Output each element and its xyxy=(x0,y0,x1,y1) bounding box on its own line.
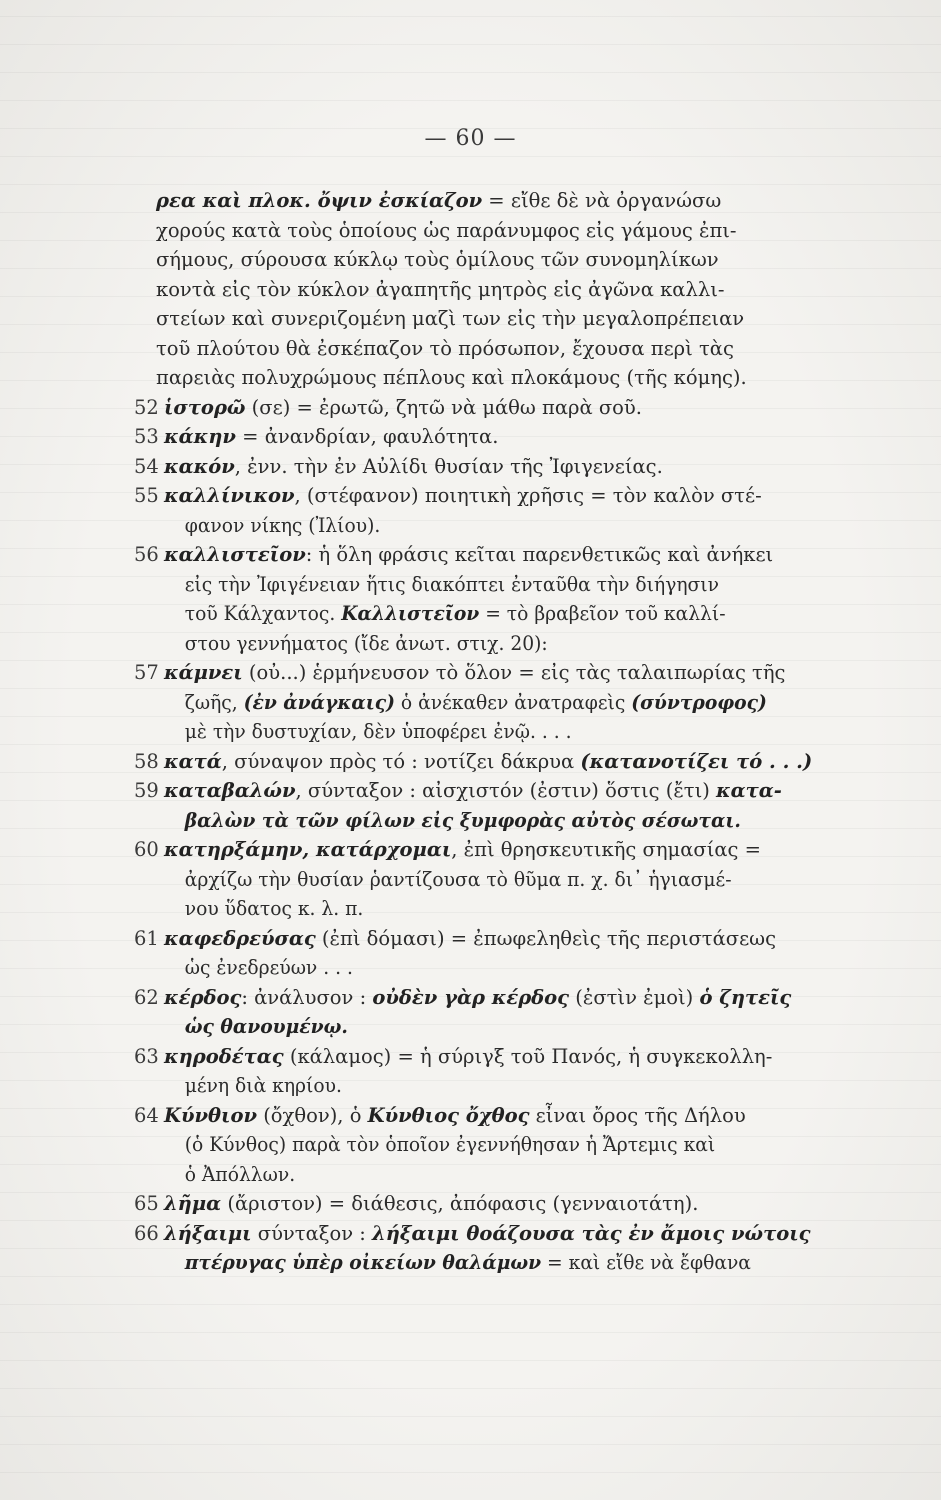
entry-line-56 xyxy=(134,540,872,570)
entry-line-66 xyxy=(134,1219,872,1249)
lemma-text: ὡς θανουμένῳ. xyxy=(184,1015,348,1038)
gloss-text: φανον νίκης (Ἰλίου). xyxy=(184,513,381,537)
gloss-text: τοῦ πλούτου θὰ ἐσκέπαζον τὸ πρόσωπον, ἔχουσα περὶ τὰς xyxy=(156,336,734,360)
lemma-text: ρεα καὶ πλοκ. xyxy=(156,189,318,212)
text-line xyxy=(156,894,842,924)
text-line xyxy=(156,688,842,718)
gloss-text: μὲ τὴν δυστυχίαν, δὲν ὑποφέρει ἐνῷ. . . . xyxy=(184,720,572,743)
gloss-text: ὁ ἀνέκαθεν ἀνατραφεὶς xyxy=(394,690,632,714)
text-line xyxy=(156,363,872,393)
text-line xyxy=(156,216,872,246)
entry-line-65 xyxy=(134,1189,872,1219)
entry-line-60 xyxy=(134,835,872,865)
lemma-text: Κύνθιος ὄχθος xyxy=(367,1103,530,1127)
gloss-text: στου γεννήματος (ἴδε ἀνωτ. στιχ. 20): xyxy=(184,631,548,655)
entry-line-54 xyxy=(134,452,872,482)
gloss-text: στείων καὶ συνεριζομένη μαζὶ των εἰς τὴν μεγαλοπρέπειαν xyxy=(156,307,745,330)
text-line xyxy=(156,865,842,895)
lemma-text: λῆμα xyxy=(164,1192,222,1215)
gloss-text: σήμους, σύρουσα κύκλῳ τοὺς ὁμίλους τῶν συνομηλίκων xyxy=(156,248,719,271)
gloss-text: , ἐπὶ θρησκευτικῆς σημασίας = xyxy=(451,838,761,861)
entry-line-55 xyxy=(134,481,872,511)
lemma-text: κατά xyxy=(164,749,222,773)
entry-number: 62 xyxy=(134,985,159,1009)
gloss-text: : ἀνάλυσον : xyxy=(241,985,373,1009)
text-line xyxy=(156,1248,842,1278)
lemma-text: (κατανοτίζει τό . . .) xyxy=(580,749,813,773)
entry-line-59 xyxy=(134,776,872,806)
gloss-text: ὡς ἐνεδρεύων . . . xyxy=(184,956,353,979)
entry-number: 65 xyxy=(134,1192,159,1215)
text-line xyxy=(156,511,842,541)
gloss-text: εἶναι ὄρος τῆς Δήλου xyxy=(529,1103,746,1127)
entry-number: 64 xyxy=(134,1103,159,1127)
entry-number: 66 xyxy=(134,1221,159,1245)
lemma-text: κατα- xyxy=(716,779,782,802)
gloss-text: σύνταξον : xyxy=(251,1221,373,1245)
page-number: — 60 — xyxy=(424,126,517,151)
entry-number: 61 xyxy=(134,926,159,950)
gloss-text: νου ὕδατος κ. λ. π. xyxy=(184,897,364,920)
gloss-text: , ἐνν. τὴν ἐν Αὐλίδι θυσίαν τῆς Ἰφιγενείας. xyxy=(234,454,663,478)
text-line xyxy=(156,275,872,305)
gloss-text: = τὸ βραβεῖον τοῦ καλλί- xyxy=(479,602,726,625)
entry-number: 58 xyxy=(134,749,159,773)
lemma-text: βαλὼν τὰ τῶν φίλων εἰς ξυμφορὰς αὐτὸς σέσωται. xyxy=(184,808,741,832)
gloss-text: (ἐστὶν ἐμοὶ) xyxy=(569,985,700,1009)
text-line xyxy=(156,599,842,629)
text-line xyxy=(156,1012,842,1042)
lemma-text: Καλλιστεῖον xyxy=(341,602,480,625)
gloss-text: : ἡ ὅλη φράσις κεῖται παρενθετικῶς καὶ ἀνήκει xyxy=(305,543,774,566)
entry-line-64 xyxy=(134,1101,872,1131)
lemma-text: (σύντροφος) xyxy=(631,690,767,714)
lemma-text: κηροδέτας xyxy=(164,1044,284,1068)
gloss-text: , (στέφανον) ποιητικὴ χρῆσις = τὸν καλὸν στέ- xyxy=(294,484,762,507)
lemma-text: καλλίνικον xyxy=(164,484,295,507)
gloss-text: (ὁ Κύνθος) παρὰ τὸν ὁποῖον ἐγεννήθησαν ἡ Ἄρτεμις καὶ xyxy=(184,1133,716,1156)
gloss-text: ζωῆς, xyxy=(184,690,244,714)
lemma-text: καφεδρεύσας xyxy=(164,926,316,950)
lemma-text: κακόν xyxy=(164,454,235,478)
glossary-text xyxy=(134,186,872,1278)
gloss-text: = καὶ εἴθε νὰ ἔφθανα xyxy=(541,1251,751,1274)
gloss-text: ἀρχίζω τὴν θυσίαν ῥαντίζουσα τὸ θῦμα π. χ. δι᾽ ἡγιασμέ- xyxy=(184,867,732,891)
text-line xyxy=(156,245,872,275)
entry-number: 54 xyxy=(134,454,159,478)
entry-number: 57 xyxy=(134,661,159,684)
lemma-text: πτέρυγας ὑπὲρ οἰκείων θαλάμων xyxy=(184,1251,542,1274)
lemma-text: (ἐν ἀνάγκαις) xyxy=(243,690,395,714)
entry-line-58 xyxy=(134,747,872,777)
lemma-text: ὁ ζητεῖς xyxy=(699,985,792,1009)
gloss-text: ὁ Ἀπόλλων. xyxy=(184,1162,296,1186)
entry-number: 63 xyxy=(134,1044,159,1068)
entry-number: 53 xyxy=(134,425,159,448)
lemma-text: οὐδὲν γὰρ κέρδος xyxy=(372,985,570,1009)
text-line xyxy=(156,806,842,836)
gloss-text: τοῦ Κάλχαντος. xyxy=(184,602,342,625)
entry-line-53 xyxy=(134,422,872,452)
lemma-text: ἱστορῶ xyxy=(164,395,246,419)
text-line xyxy=(156,1071,842,1101)
entry-number: 60 xyxy=(134,838,159,861)
lemma-text: κατηρξάμην, κατάρχομαι xyxy=(164,838,452,861)
entry-line-63 xyxy=(134,1042,872,1072)
gloss-text: (κάλαμος) = ἡ σύριγξ τοῦ Πανός, ἡ συγκεκολλη- xyxy=(283,1044,773,1068)
text-line xyxy=(156,334,872,364)
text-line xyxy=(156,717,842,747)
lemma-text: λήξαιμι xyxy=(164,1221,252,1245)
entry-number: 55 xyxy=(134,484,159,507)
gloss-text: (σε) = ἐρωτῶ, ζητῶ νὰ μάθω παρὰ σοῦ. xyxy=(245,395,642,419)
lemma-text: ὄψιν ἐσκίαζον xyxy=(317,189,483,212)
gloss-text: παρειὰς πολυχρώμους πέπλους καὶ πλοκάμους (τῆς κόμης). xyxy=(156,366,747,389)
gloss-text: μένη διὰ κηρίου. xyxy=(184,1074,342,1097)
entry-line-61 xyxy=(134,924,872,954)
text-line xyxy=(156,953,842,983)
gloss-text: , σύνταξον : αἰσχιστόν (ἐστιν) ὅστις (ἔτι) xyxy=(295,779,717,802)
entry-number: 59 xyxy=(134,779,159,802)
lemma-text: καταβαλών xyxy=(164,779,296,802)
text-line xyxy=(156,570,842,600)
lemma-text: κάμνει xyxy=(164,661,243,684)
gloss-text: (οὐ...) ἑρμήνευσον τὸ ὅλον = εἰς τὰς ταλαιπωρίας τῆς xyxy=(242,661,786,684)
gloss-text: εἰς τὴν Ἰφιγένειαν ἥτις διακόπτει ἐνταῦθα τὴν διήγησιν xyxy=(184,572,720,596)
lemma-text: κέρδος xyxy=(164,985,242,1009)
text-line xyxy=(156,304,872,334)
text-line xyxy=(156,629,842,659)
lemma-text: λήξαιμι θοάζουσα τὰς ἐν ἄμοις νώτοις xyxy=(372,1221,811,1245)
gloss-text: = εἴθε δὲ νὰ ὀργανώσω xyxy=(482,189,722,212)
entry-number: 56 xyxy=(134,543,159,566)
lemma-text: καλλιστεῖον xyxy=(164,543,306,566)
text-line xyxy=(156,1160,842,1190)
gloss-text: χορούς κατὰ τοὺς ὁποίους ὡς παράνυμφος εἰς γάμους ἐπι- xyxy=(156,218,737,242)
gloss-text: (ἄριστον) = διάθεσις, ἀπόφασις (γενναιοτάτη). xyxy=(221,1192,699,1215)
gloss-text: (ὄχθον), ὁ xyxy=(257,1103,368,1127)
entry-line-62 xyxy=(134,983,872,1013)
gloss-text: = ἀνανδρίαν, φαυλότητα. xyxy=(235,425,499,448)
text-line xyxy=(156,1130,842,1160)
entry-line-52 xyxy=(134,393,872,423)
gloss-text: , σύναψον πρὸς τό : νοτίζει δάκρυα xyxy=(221,749,581,773)
gloss-text: (ἐπὶ δόμασι) = ἐπωφεληθεὶς τῆς περιστάσεως xyxy=(315,926,776,950)
text-line xyxy=(156,186,872,216)
entry-line-57 xyxy=(134,658,872,688)
entry-number: 52 xyxy=(134,395,159,419)
gloss-text: κοντὰ εἰς τὸν κύκλον ἀγαπητῆς μητρὸς εἰς ἀγῶνα καλλι- xyxy=(156,277,725,301)
lemma-text: Κύνθιον xyxy=(164,1103,257,1127)
lemma-text: κάκην xyxy=(164,425,236,448)
